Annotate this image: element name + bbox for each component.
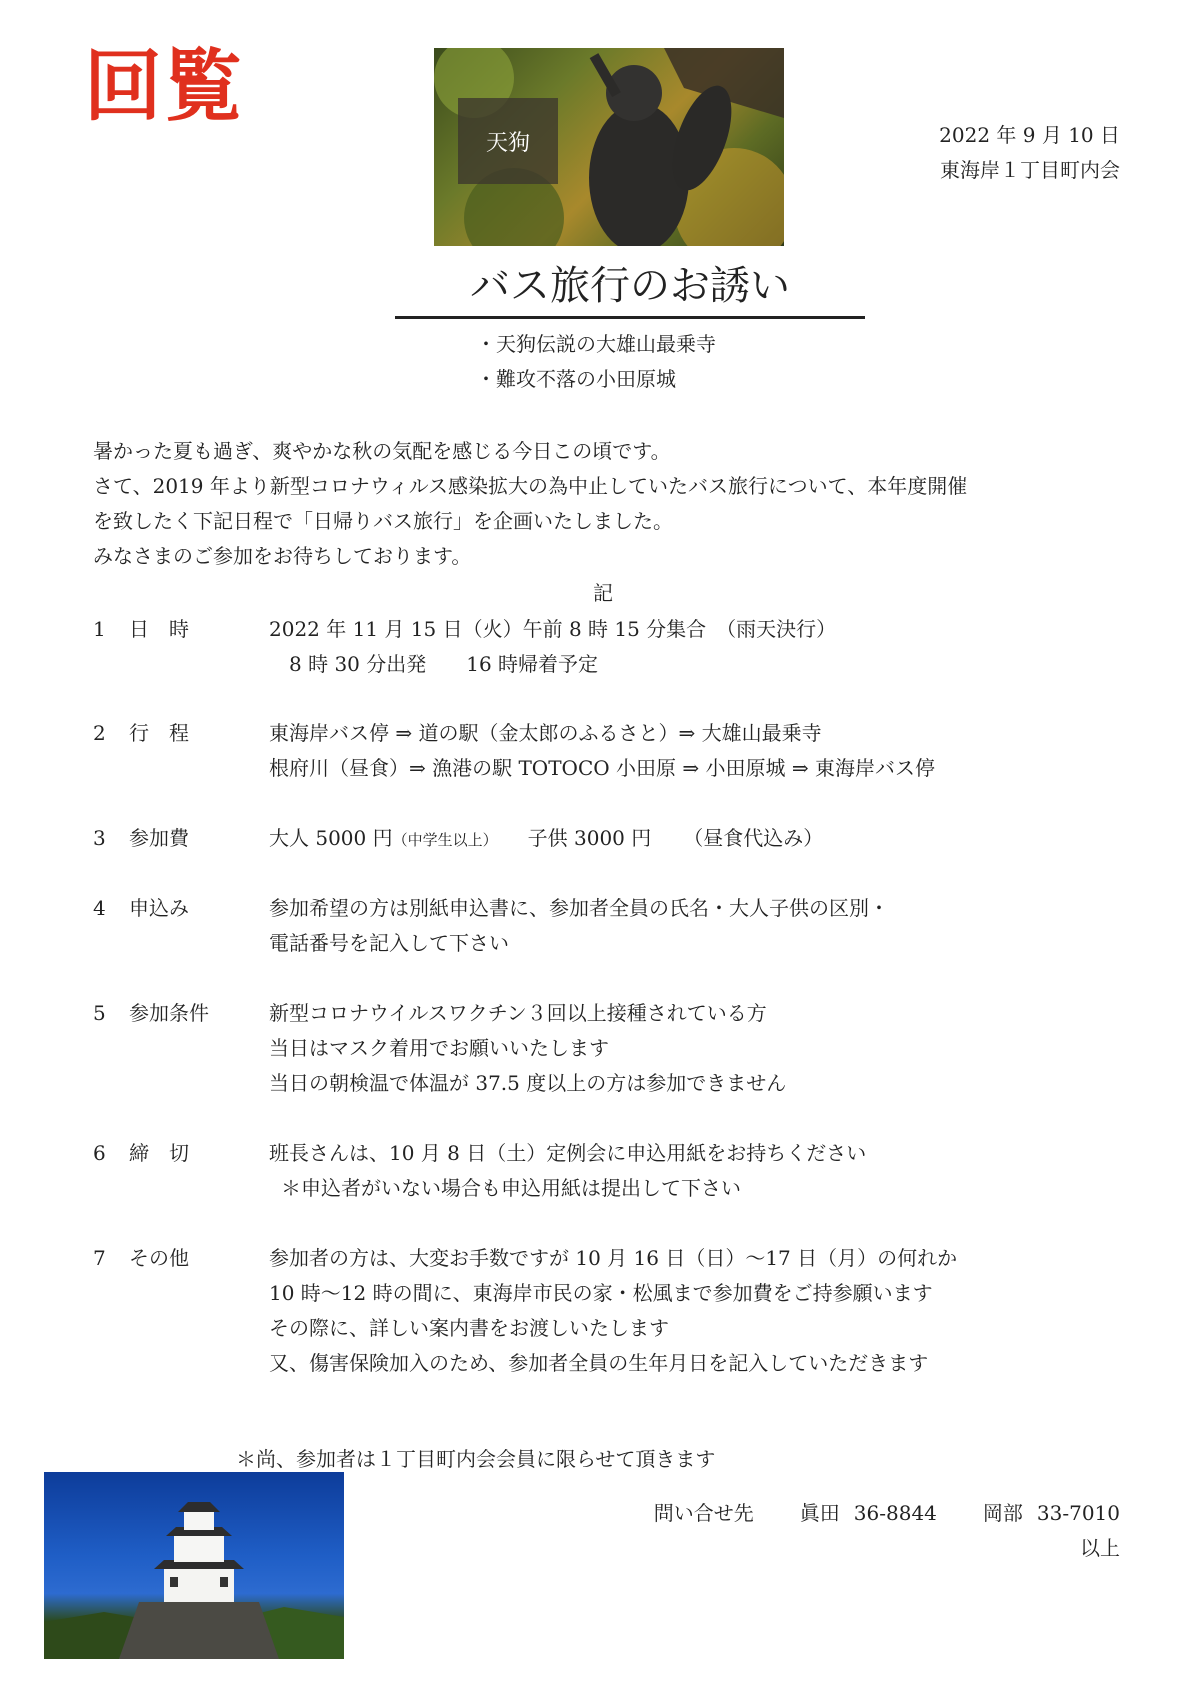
item-number: 1	[93, 617, 106, 641]
item-body	[269, 1136, 866, 1206]
destination-item: ・難攻不落の小田原城	[476, 367, 676, 391]
castle-photo	[44, 1472, 344, 1659]
fee-note: （昼食代込み）	[683, 826, 824, 850]
odawara-castle-image	[44, 1472, 344, 1659]
intro-paragraph	[93, 434, 1123, 574]
item-label: 日 時	[129, 617, 189, 641]
page-title: バス旅行のお誘い	[395, 262, 865, 319]
fee-adult-note: （中学生以上）	[392, 831, 498, 849]
fee-child: 子供 3000 円	[527, 826, 652, 850]
contact-label: 問い合せ先	[653, 1501, 754, 1525]
item-label: 申込み	[129, 896, 189, 920]
item-line: 8 時 30 分出発 16 時帰着予定	[269, 652, 599, 676]
contact-phone-2: 33-7010	[1036, 1501, 1120, 1525]
item-label: 締 切	[129, 1141, 189, 1165]
ki-heading: 記	[593, 581, 613, 605]
item-body	[269, 612, 836, 682]
item-number: 5	[93, 1001, 106, 1025]
item-label: 参加費	[129, 826, 189, 850]
item-body	[269, 996, 786, 1101]
item-line: 電話番号を記入して下さい	[269, 931, 509, 955]
contact-line	[654, 1496, 1120, 1531]
contact-phone-1: 36-8844	[853, 1501, 937, 1525]
item-line: 参加者の方は、大変お手数ですが 10 月 16 日（日）〜17 日（月）の何れか	[269, 1246, 958, 1270]
intro-line: さて、2019 年より新型コロナウィルス感染拡大の為中止していたバス旅行について、本年度開催	[93, 474, 968, 498]
circulation-stamp: 回覧	[84, 42, 245, 132]
item-line: 当日はマスク着用でお願いいたします	[269, 1036, 609, 1060]
item-line: 根府川（昼食）⇒ 漁港の駅 TOTOCO 小田原 ⇒ 小田原城 ⇒ 東海岸バス停	[269, 756, 935, 780]
item-body	[269, 891, 889, 961]
item-line: 参加希望の方は別紙申込書に、参加者全員の氏名・大人子供の区別・	[269, 896, 889, 920]
destination-item: ・天狗伝説の大雄山最乗寺	[476, 332, 716, 356]
fee-adult: 大人 5000 円	[269, 826, 393, 850]
destination-list	[476, 327, 716, 397]
issue-date: 2022 年 9 月 10 日	[939, 123, 1120, 147]
item-body	[269, 821, 823, 858]
item-label: その他	[129, 1246, 189, 1270]
item-number: 3	[93, 826, 106, 850]
item-line: 10 時〜12 時の間に、東海岸市民の家・松風まで参加費をご持参願います	[269, 1281, 933, 1305]
item-number: 6	[93, 1141, 106, 1165]
intro-line: 暑かった夏も過ぎ、爽やかな秋の気配を感じる今日この頃です。	[93, 439, 671, 463]
item-line: 当日の朝検温で体温が 37.5 度以上の方は参加できません	[269, 1071, 787, 1095]
item-line: ＊申込者がいない場合も申込用紙は提出して下さい	[281, 1176, 741, 1200]
tengu-photo	[434, 48, 784, 246]
intro-line: を致したく下記日程で「日帰りバス旅行」を企画いたしました。	[93, 509, 673, 533]
item-line: 新型コロナウイルスワクチン３回以上接種されている方	[269, 1001, 767, 1025]
item-line: 東海岸バス停 ⇒ 道の駅（金太郎のふるさと）⇒ 大雄山最乗寺	[269, 721, 822, 745]
item-line: 2022 年 11 月 15 日（火）午前 8 時 15 分集合 （雨天決行）	[269, 617, 837, 641]
header-meta	[939, 118, 1120, 188]
closing-text: 以上	[1080, 1536, 1120, 1560]
contact-block	[654, 1496, 1120, 1566]
item-number: 7	[93, 1246, 106, 1270]
contact-person-2: 岡部	[982, 1501, 1023, 1525]
item-line: 又、傷害保険加入のため、参加者全員の生年月日を記入していただきます	[269, 1351, 929, 1375]
item-label: 行 程	[129, 721, 189, 745]
item-body	[269, 716, 935, 786]
item-number: 2	[93, 721, 106, 745]
contact-person-1: 眞田	[799, 1501, 840, 1525]
organization-name: 東海岸１丁目町内会	[940, 158, 1120, 182]
intro-line: みなさまのご参加をお待ちしております。	[93, 544, 472, 568]
tengu-label: 天狗	[458, 98, 558, 184]
item-line: 班長さんは、10 月 8 日（土）定例会に申込用紙をお持ちください	[269, 1141, 867, 1165]
item-body	[269, 1241, 957, 1381]
membership-note: ＊尚、参加者は１丁目町内会会員に限らせて頂きます	[236, 1447, 716, 1471]
item-line: その際に、詳しい案内書をお渡しいたします	[269, 1316, 669, 1340]
item-label: 参加条件	[129, 1001, 209, 1025]
item-number: 4	[93, 896, 106, 920]
